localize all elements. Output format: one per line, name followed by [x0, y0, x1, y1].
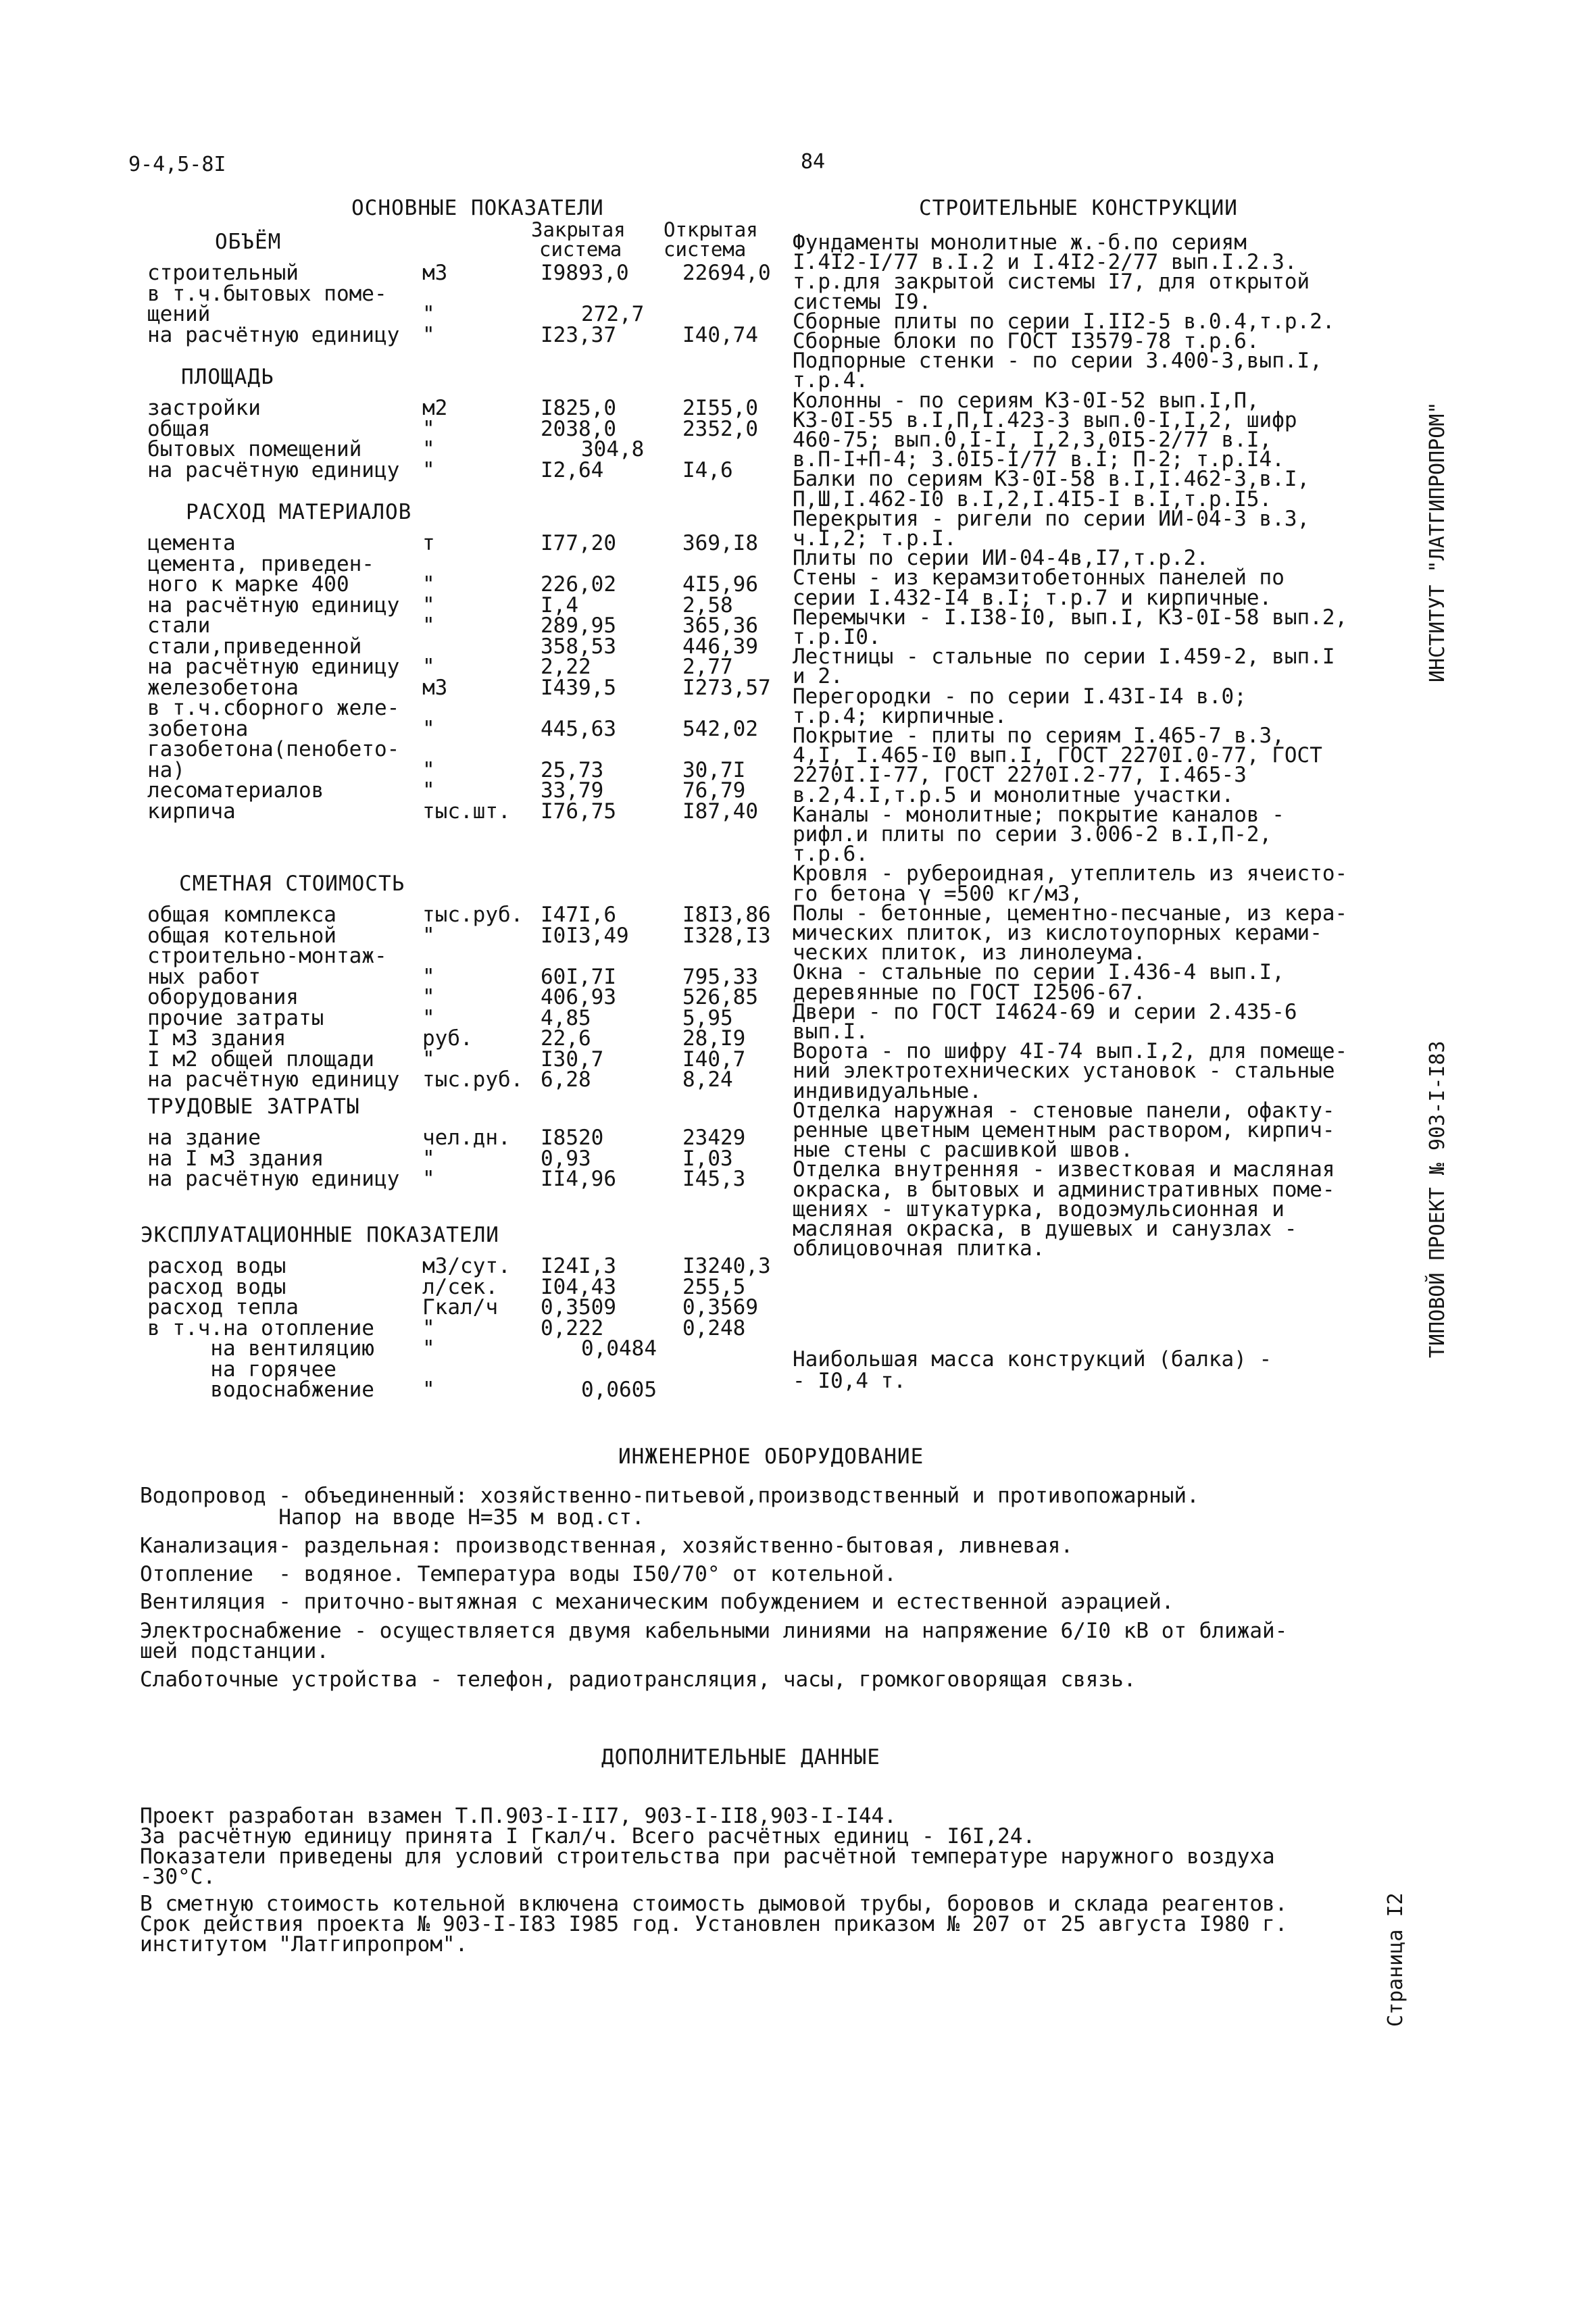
closed-system-value: I04,43 — [541, 1274, 616, 1299]
open-system-value: I8I3,86 — [682, 903, 771, 927]
open-system-value: 5,95 — [682, 1005, 733, 1030]
row-unit: " — [422, 613, 435, 638]
row-unit: " — [422, 1146, 435, 1171]
row-unit: " — [422, 302, 435, 326]
row-unit: " — [422, 572, 435, 597]
row-unit: " — [422, 1336, 435, 1361]
structures-line: Двери - по ГОСТ I4624-69 и серии 2.435-6 — [793, 999, 1297, 1024]
closed-system-value: I9893,0 — [541, 261, 629, 285]
row-unit: м3/сут. — [422, 1254, 511, 1278]
closed-system-value: 406,93 — [541, 985, 616, 1009]
additional-line: институтом "Латгипропром". — [140, 1932, 468, 1957]
closed-system-value: 60I,7I — [541, 964, 616, 989]
section-heading: ОБЪЁМ — [215, 230, 282, 254]
section-heading: ТРУДОВЫЕ ЗАТРАТЫ — [147, 1095, 360, 1119]
closed-system-value: 0,3509 — [541, 1295, 616, 1319]
structures-line: Кровля - рубероидная, утеплитель из ячеисто- — [793, 861, 1348, 886]
structures-line: щениях - штукатурка, водоэмульсионная и — [793, 1197, 1285, 1222]
structures-line: Колонны - по сериям КЗ-0I-52 вып.I,П, — [793, 388, 1260, 413]
closed-system-value: I,4 — [541, 593, 578, 618]
structures-line: т.р.для закрытой системы I7, для открытой — [793, 270, 1310, 295]
closed-system-value: I2,64 — [541, 457, 604, 482]
structures-line: Стены - из керамзитобетонных панелей по — [793, 565, 1285, 590]
row-unit: " — [422, 964, 435, 989]
closed-system-value: I8520 — [541, 1126, 604, 1150]
closed-system-value: 358,53 — [541, 634, 616, 659]
section-heading: ПЛОЩАДЬ — [181, 365, 274, 389]
row-label: на расчётную единицу — [147, 322, 400, 347]
structures-line: Окна - стальные по серии I.436-4 вып.I, — [793, 960, 1285, 985]
closed-system-value: 0,93 — [541, 1146, 591, 1171]
common-value: 304,8 — [581, 437, 645, 461]
structures-line: Сборные плиты по серии I.II2-5 в.0.4,т.р.2. — [793, 309, 1335, 334]
engineering-line: шей подстанции. — [140, 1639, 329, 1663]
open-system-value: I,03 — [682, 1146, 733, 1171]
institute-stamp: ИНСТИТУТ "ЛАТГИПРОПРОМ" — [1426, 401, 1449, 682]
structures-line: ний электротехнических установок - стальные — [793, 1059, 1335, 1084]
open-system-value: 76,79 — [682, 778, 746, 803]
open-system-value: I3240,3 — [682, 1254, 771, 1278]
row-label: ного к марке 400 — [147, 572, 349, 597]
row-label: на расчётную единицу — [147, 655, 400, 679]
row-label: на расчётную единицу — [147, 1167, 400, 1191]
structures-line: рифл.и плиты по серии 3.006-2 в.I,П-2, — [793, 822, 1272, 847]
row-unit: т — [422, 531, 435, 555]
row-unit: м3 — [422, 261, 448, 285]
row-unit: тыс.руб. — [422, 903, 524, 927]
open-system-value: 23429 — [682, 1126, 746, 1150]
open-system-value: 369,I8 — [682, 531, 758, 555]
row-unit: руб. — [422, 1026, 473, 1051]
open-system-value: 365,36 — [682, 613, 758, 638]
row-unit: " — [422, 1167, 435, 1191]
open-system-value: I4,6 — [682, 457, 733, 482]
open-system-header-1: Открытая — [664, 218, 758, 241]
structures-line: Покрытие - плиты по сериям I.465-7 в.3, — [793, 724, 1285, 748]
row-label: строительный — [147, 261, 299, 285]
structures-line: Подпорные стенки - по серии 3.400-3,вып.I, — [793, 349, 1322, 374]
additional-line: Показатели приведены для условий строительства при расчётной температуре наружного воздуха — [140, 1844, 1275, 1869]
row-unit: " — [422, 757, 435, 782]
closed-system-value: 25,73 — [541, 757, 604, 782]
row-unit: л/сек. — [422, 1274, 498, 1299]
structures-line: Отделка внутренняя - известковая и масляная — [793, 1157, 1335, 1182]
row-unit: чел.дн. — [422, 1126, 511, 1150]
engineering-line: Напор на вводе Н=35 м вод.ст. — [140, 1505, 645, 1530]
closed-system-value: 6,28 — [541, 1067, 591, 1092]
closed-system-value: 2038,0 — [541, 416, 616, 441]
structures-line: Лестницы - стальные по серии I.459-2, вып.I — [793, 645, 1335, 670]
row-unit: " — [422, 1378, 435, 1402]
row-unit: " — [422, 593, 435, 618]
row-label: на вентиляцию — [147, 1336, 374, 1361]
row-unit: " — [422, 457, 435, 482]
closed-system-value: 289,95 — [541, 613, 616, 638]
project-stamp: ТИПОВОЙ ПРОЕКТ № 903-I-I83 — [1426, 1040, 1449, 1358]
row-label: в т.ч.на отопление — [147, 1315, 374, 1340]
structures-line: 4,I, I.465-I0 вып.I, ГОСТ 2270I.0-77, ГОСТ — [793, 743, 1322, 768]
structures-line: окраска, в бытовых и административных поме- — [793, 1177, 1335, 1202]
structures-line: т.р.4; кирпичные. — [793, 703, 1007, 728]
structures-line: вып.I. — [793, 1020, 868, 1044]
row-label: бытовых помещений — [147, 437, 362, 461]
engineering-title: ИНЖЕНЕРНОЕ ОБОРУДОВАНИЕ — [618, 1444, 924, 1469]
open-system-value: 28,I9 — [682, 1026, 746, 1051]
open-system-header-2: система — [664, 238, 747, 261]
structures-line: ч.I,2; т.р.I. — [793, 526, 957, 551]
open-system-value: 0,3569 — [682, 1295, 758, 1319]
structures-line: 2270I.I-77, ГОСТ 2270I.2-77, I.465-3 — [793, 763, 1247, 788]
indicators-title: ОСНОВНЫЕ ПОКАЗАТЕЛИ — [351, 196, 604, 220]
row-label: общая котельной — [147, 923, 336, 948]
closed-system-value: 2,22 — [541, 655, 591, 679]
row-label: общая комплекса — [147, 903, 336, 927]
structures-title: СТРОИТЕЛЬНЫЕ КОНСТРУКЦИИ — [919, 196, 1238, 220]
row-label: кирпича — [147, 799, 236, 824]
open-system-value: 2I55,0 — [682, 396, 758, 420]
structures-line: т.р.4. — [793, 368, 868, 393]
row-label: цемента — [147, 531, 236, 555]
closed-system-value: 33,79 — [541, 778, 604, 803]
closed-system-value: I439,5 — [541, 675, 616, 700]
engineering-line: Вентиляция - приточно-вытяжная с механическим побуждением и естественной аэрацией. — [140, 1590, 1174, 1614]
open-system-value: 0,248 — [682, 1315, 746, 1340]
engineering-line: Электроснабжение - осуществляется двумя кабельными линиями на напряжение 6/I0 кВ от ближай- — [140, 1619, 1288, 1643]
closed-system-value: I47I,6 — [541, 903, 616, 927]
closed-system-value: 4,85 — [541, 1005, 591, 1030]
engineering-line: Канализация- раздельная: производственная, хозяйственно-бытовая, ливневая. — [140, 1534, 1074, 1558]
open-system-value: 4I5,96 — [682, 572, 758, 597]
row-unit: " — [422, 778, 435, 803]
structures-line: Фундаменты монолитные ж.-б.по сериям — [793, 230, 1247, 255]
row-label: зобетона — [147, 716, 249, 741]
open-system-value: I273,57 — [682, 675, 771, 700]
closed-system-value: I76,75 — [541, 799, 616, 824]
row-unit: тыс.шт. — [422, 799, 511, 824]
structures-line: Перекрытия - ригели по серии ИИ-04-3 в.3, — [793, 506, 1310, 531]
row-label: расход воды — [147, 1254, 286, 1278]
open-system-value: I328,I3 — [682, 923, 771, 948]
additional-title: ДОПОЛНИТЕЛЬНЫЕ ДАННЫЕ — [601, 1745, 880, 1769]
structures-line: го бетона γ =500 кг/м3, — [793, 881, 1083, 906]
common-value: 0,0605 — [581, 1378, 657, 1402]
open-system-value: 446,39 — [682, 634, 758, 659]
closed-system-value: 445,63 — [541, 716, 616, 741]
row-label: лесоматериалов — [147, 778, 324, 803]
row-label: стали — [147, 613, 211, 638]
page-number: 84 — [801, 150, 826, 174]
structures-line: I.4I2-I/77 в.I.2 и I.4I2-2/77 вып.I.2.3. — [793, 250, 1297, 275]
open-system-value: 30,7I — [682, 757, 746, 782]
row-unit: " — [422, 416, 435, 441]
row-unit: Гкал/ч — [422, 1295, 498, 1319]
open-system-value: 526,85 — [682, 985, 758, 1009]
open-system-value: 2352,0 — [682, 416, 758, 441]
closed-system-header-2: система — [539, 238, 622, 261]
row-unit: " — [422, 1315, 435, 1340]
row-unit: тыс.руб. — [422, 1067, 524, 1092]
structures-line: мических плиток, из кислотоупорных керами- — [793, 921, 1322, 945]
common-value: 0,0484 — [581, 1336, 657, 1361]
row-label: ных работ — [147, 964, 261, 989]
closed-system-value: 226,02 — [541, 572, 616, 597]
max-mass-line-2: - I0,4 т. — [793, 1369, 906, 1393]
open-system-value: I40,7 — [682, 1047, 746, 1072]
structures-line: серии I.432-I4 в.I; т.р.7 и кирпичные. — [793, 585, 1272, 610]
additional-line: -30°С. — [140, 1865, 216, 1889]
row-label: I м3 здания — [147, 1026, 286, 1051]
row-label: I м2 общей площади — [147, 1047, 374, 1072]
row-label: застройки — [147, 396, 261, 420]
section-heading: РАСХОД МАТЕРИАЛОВ — [186, 500, 412, 524]
row-unit: м2 — [422, 396, 448, 420]
sheet-stamp: Страница I2 — [1384, 1892, 1407, 2027]
row-label: на I м3 здания — [147, 1146, 324, 1171]
row-label: железобетона — [147, 675, 299, 700]
open-system-value: 8,24 — [682, 1067, 733, 1092]
closed-system-value: I0I3,49 — [541, 923, 629, 948]
structures-line: Каналы - монолитные; покрытие каналов - — [793, 802, 1285, 827]
closed-system-value: I30,7 — [541, 1047, 604, 1072]
closed-system-value: I23,37 — [541, 322, 616, 347]
structures-line: Отделка наружная - стеновые панели, офакту- — [793, 1098, 1335, 1123]
closed-system-value: I77,20 — [541, 531, 616, 555]
row-label: на расчётную единицу — [147, 593, 400, 618]
row-unit: м3 — [422, 675, 448, 700]
structures-line: облицовочная плитка. — [793, 1236, 1045, 1261]
row-label: на) — [147, 757, 185, 782]
structures-line: в.2,4.I,т.р.5 и монолитные участки. — [793, 782, 1235, 807]
row-unit: " — [422, 923, 435, 948]
structures-line: индивидуальные. — [793, 1078, 982, 1103]
closed-system-header-1: Закрытая — [531, 218, 626, 241]
row-label: на здание — [147, 1126, 261, 1150]
open-system-value: I45,3 — [682, 1167, 746, 1191]
row-label: цемента, приведен- — [147, 551, 374, 576]
engineering-line: Водопровод - объединенный: хозяйственно-питьевой,производственный и противопожарный. — [140, 1484, 1199, 1508]
structures-line: Перегородки - по серии I.43I-I4 в.0; — [793, 684, 1247, 709]
structures-line: т.р.I0. — [793, 625, 881, 649]
row-label: расход тепла — [147, 1295, 299, 1319]
section-heading: ЭКСПЛУАТАЦИОННЫЕ ПОКАЗАТЕЛИ — [141, 1223, 499, 1247]
max-mass-line-1: Наибольшая масса конструкций (балка) - — [793, 1347, 1272, 1372]
engineering-line: Слаботочные устройства - телефон, радиотрансляция, часы, громкоговорящая связь. — [140, 1667, 1137, 1692]
row-unit: " — [422, 322, 435, 347]
closed-system-value: 22,6 — [541, 1026, 591, 1051]
open-system-value: I87,40 — [682, 799, 758, 824]
row-label: прочие затраты — [147, 1005, 324, 1030]
structures-line: Плиты по серии ИИ-04-4в,I7,т.р.2. — [793, 546, 1209, 571]
structures-line: КЗ-0I-55 в.I,П,I.423-3 вып.0-I,I,2, шифр — [793, 407, 1297, 432]
row-unit: " — [422, 1047, 435, 1072]
row-label: на горячее — [147, 1357, 336, 1382]
row-label: оборудования — [147, 985, 299, 1009]
open-system-value: 255,5 — [682, 1274, 746, 1299]
structures-line: ренные цветным цементным раствором, кирпич- — [793, 1118, 1335, 1142]
document-code: 9-4,5-8I — [128, 153, 226, 176]
row-label: щений — [147, 302, 211, 326]
additional-line: За расчётную единицу принята I Гкал/ч. Всего расчётных единиц - I6I,24. — [140, 1824, 1036, 1848]
structures-line: деревянные по ГОСТ I2506-67. — [793, 980, 1146, 1005]
row-unit: " — [422, 655, 435, 679]
open-system-value: I40,74 — [682, 322, 758, 347]
common-value: 272,7 — [581, 302, 645, 326]
row-label: в т.ч.бытовых поме- — [147, 281, 387, 306]
additional-line: Срок действия проекта № 903-I-I83 I985 год. Установлен приказом № 207 от 25 августа I980 г. — [140, 1912, 1288, 1936]
structures-line: Полы - бетонные, цементно-песчаные, из кера- — [793, 901, 1348, 926]
engineering-line: Отопление - водяное. Температура воды I50/70° от котельной. — [140, 1562, 897, 1586]
row-label: водоснабжение — [147, 1378, 374, 1402]
structures-line: ные стены с расшивкой швов. — [793, 1138, 1133, 1163]
structures-line: Перемычки - I.I38-I0, вып.I, КЗ-0I-58 вып.2, — [793, 605, 1348, 630]
structures-line: 460-75; вып.0,I-I, I,2,3,0I5-2/77 в.I, — [793, 428, 1272, 452]
row-label: стали,приведенной — [147, 634, 362, 659]
structures-line: и 2. — [793, 664, 843, 689]
additional-line: В сметную стоимость котельной включена стоимость дымовой трубы, боровов и склада реагентов. — [140, 1892, 1288, 1916]
structures-line: в.П-I+П-4; 3.0I5-I/77 в.I; П-2; т.р.I4. — [793, 447, 1285, 472]
row-label: расход воды — [147, 1274, 286, 1299]
structures-line: Сборные блоки по ГОСТ I3579-78 т.р.6. — [793, 329, 1260, 353]
row-unit: " — [422, 437, 435, 461]
closed-system-value: 0,222 — [541, 1315, 604, 1340]
structures-line: масляная окраска, в душевых и санузлах - — [793, 1217, 1297, 1241]
structures-line: т.р.6. — [793, 842, 868, 867]
open-system-value: 795,33 — [682, 964, 758, 989]
row-unit: " — [422, 1005, 435, 1030]
structures-line: Ворота - по шифру 4I-74 вып.I,2, для помеще- — [793, 1039, 1348, 1064]
section-heading: СМЕТНАЯ СТОИМОСТЬ — [179, 872, 405, 896]
row-label: на расчётную единицу — [147, 1067, 400, 1092]
row-label: строительно-монтаж- — [147, 944, 387, 968]
row-label: на расчётную единицу — [147, 457, 400, 482]
closed-system-value: II4,96 — [541, 1167, 616, 1191]
closed-system-value: I24I,3 — [541, 1254, 616, 1278]
row-label: в т.ч.сборного желе- — [147, 696, 400, 720]
additional-line: Проект разработан взамен Т.П.903-I-II7, 903-I-II8,903-I-I44. — [140, 1804, 897, 1828]
row-label: газобетона(пенобето- — [147, 737, 400, 761]
row-unit: " — [422, 716, 435, 741]
structures-line: ческих плиток, из линолеума. — [793, 940, 1146, 965]
structures-line: П,Ш,I.462-I0 в.I,2,I.4I5-I в.I,т.р.I5. — [793, 486, 1272, 511]
open-system-value: 2,77 — [682, 655, 733, 679]
open-system-value: 22694,0 — [682, 261, 771, 285]
structures-line: Балки по сериям КЗ-0I-58 в.I,I.462-3,в.I, — [793, 467, 1310, 492]
row-label: общая — [147, 416, 211, 441]
open-system-value: 2,58 — [682, 593, 733, 618]
structures-line: системы I9. — [793, 289, 932, 314]
closed-system-value: I825,0 — [541, 396, 616, 420]
row-unit: " — [422, 985, 435, 1009]
open-system-value: 542,02 — [682, 716, 758, 741]
